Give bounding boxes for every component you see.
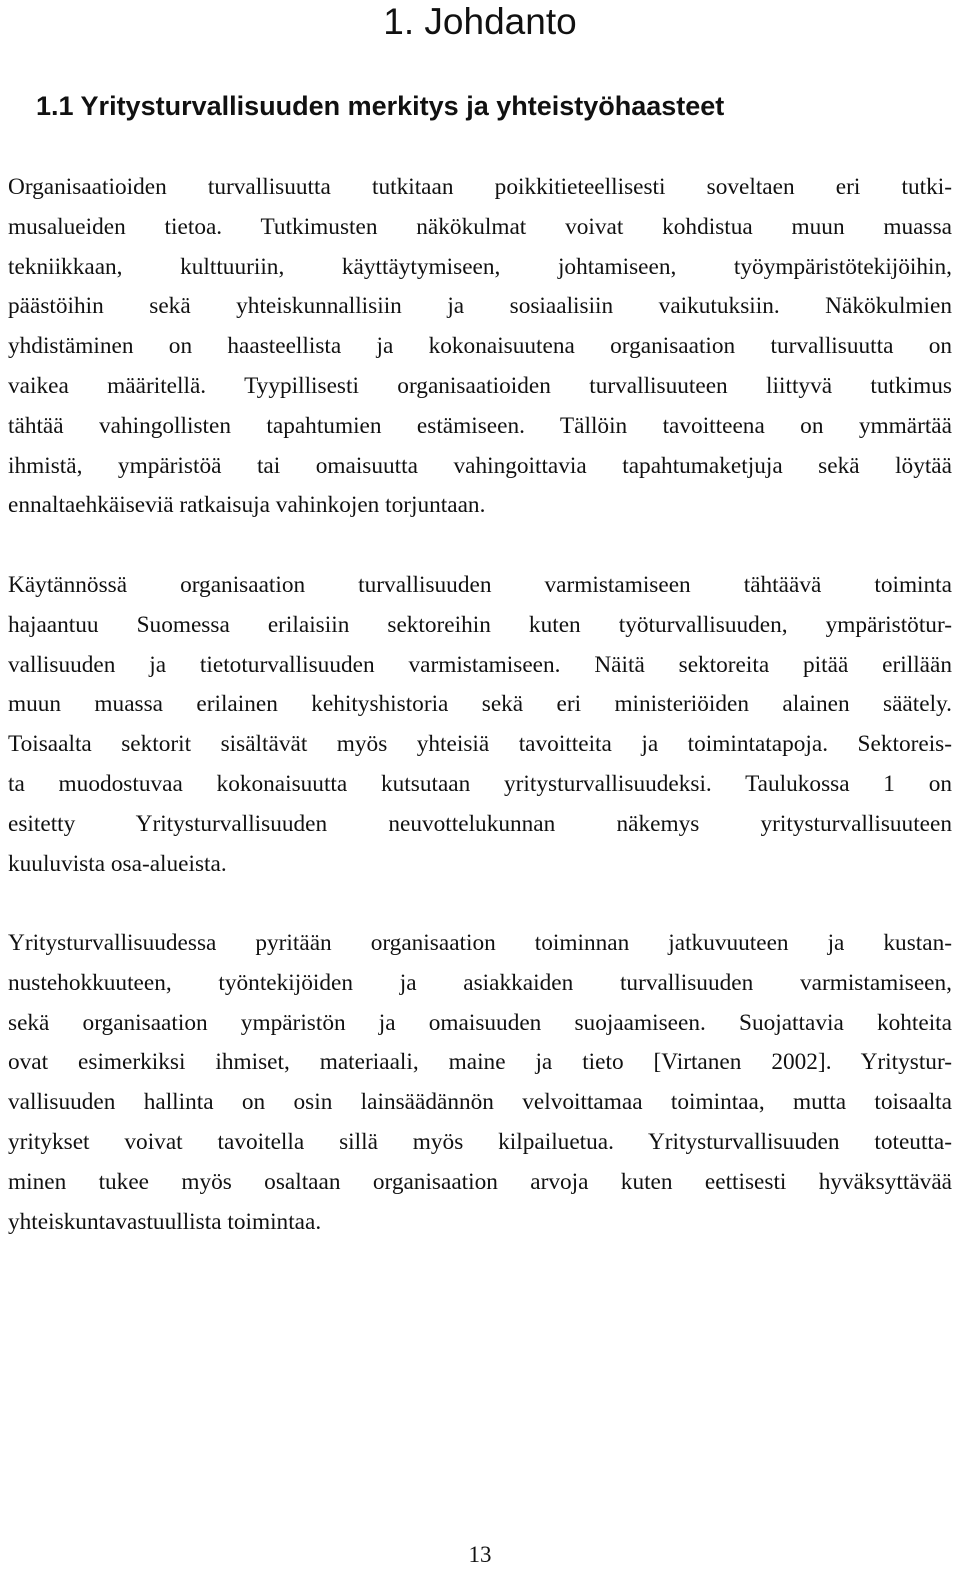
paragraph-line: päästöihin sekä yhteiskunnallisiin ja sosiaalisiin vaikutuksiin. Näkökulmien xyxy=(8,293,952,320)
paragraph-line: yritykset voivat tavoitella sillä myös kilpailuetua. Yritysturvallisuuden toteutta- xyxy=(8,1128,952,1155)
paragraph-line: sekä organisaation ympäristön ja omaisuuden suojaamiseen. Suojattavia kohteita xyxy=(8,1009,952,1036)
paragraph-line: kuuluvista osa-alueista. xyxy=(8,850,227,877)
paragraph-line: muun muassa erilainen kehityshistoria sekä eri ministeriöiden alainen säätely. xyxy=(8,691,952,718)
paragraph-line: esitetty Yritysturvallisuuden neuvottelukunnan näkemys yritysturvallisuuteen xyxy=(8,810,952,837)
paragraph-1 xyxy=(8,168,952,526)
paragraph-line: Organisaatioiden turvallisuutta tutkitaan poikkitieteellisesti soveltaen eri tutki- xyxy=(8,174,952,200)
page-number: 13 xyxy=(468,1542,492,1567)
paragraph-line: minen tukee myös osaltaan organisaation arvoja kuten eettisesti hyväksyttävää xyxy=(8,1168,952,1195)
paragraph-line: ennaltaehkäiseviä ratkaisuja vahinkojen torjuntaan. xyxy=(8,492,486,519)
paragraph-line: Käytännössä organisaation turvallisuuden varmistamiseen tähtäävä toiminta xyxy=(8,572,952,598)
paragraph-line: tekniikkaan, kulttuuriin, käyttäytymiseen, johtamiseen, työympäristötekijöihin, xyxy=(8,253,952,280)
paragraph-line: musalueiden tietoa. Tutkimusten näkökulmat voivat kohdistua muun muassa xyxy=(8,213,952,240)
section-title: 1.1 Yritysturvallisuuden merkitys ja yhteistyöhaasteet xyxy=(36,91,725,121)
paragraph-line: yhteiskuntavastuullista toimintaa. xyxy=(8,1208,322,1235)
paragraph-3 xyxy=(8,924,952,1242)
paragraph-line: ihmistä, ympäristöä tai omaisuutta vahingoittavia tapahtumaketjuja sekä löytää xyxy=(8,452,952,479)
paragraph-line: nustehokkuuteen, työntekijöiden ja asiakkaiden turvallisuuden varmistamiseen, xyxy=(8,969,952,996)
paragraph-line: hajaantuu Suomessa erilaisiin sektoreihin kuten työturvallisuuden, ympäristötur- xyxy=(8,611,952,638)
chapter-title: 1. Johdanto xyxy=(383,1,577,42)
paragraph-2 xyxy=(8,566,952,884)
paragraph-line: Toisaalta sektorit sisältävät myös yhteisiä tavoitteita ja toimintatapoja. Sektoreis- xyxy=(8,731,952,758)
paragraph-line: vaikea määritellä. Tyypillisesti organisaatioiden turvallisuuteen liittyvä tutkimus xyxy=(8,372,952,399)
paragraph-line: Yritysturvallisuudessa pyritään organisaation toiminnan jatkuvuuteen ja kustan- xyxy=(8,930,952,956)
paragraph-line: vallisuuden ja tietoturvallisuuden varmistamiseen. Näitä sektoreita pitää erillään xyxy=(8,651,952,678)
paragraph-line: ta muodostuvaa kokonaisuutta kutsutaan yritysturvallisuudeksi. Taulukossa 1 on xyxy=(8,770,952,797)
paragraph-line: tähtää vahingollisten tapahtumien estämiseen. Tällöin tavoitteena on ymmärtää xyxy=(8,412,952,439)
paragraph-line: ovat esimerkiksi ihmiset, materiaali, maine ja tieto [Virtanen 2002]. Yritystur- xyxy=(8,1049,952,1076)
paragraph-line: yhdistäminen on haasteellista ja kokonaisuutena organisaation turvallisuutta on xyxy=(8,333,952,360)
paragraph-line: vallisuuden hallinta on osin lainsäädännön velvoittamaa toimintaa, mutta toisaalta xyxy=(8,1089,952,1116)
